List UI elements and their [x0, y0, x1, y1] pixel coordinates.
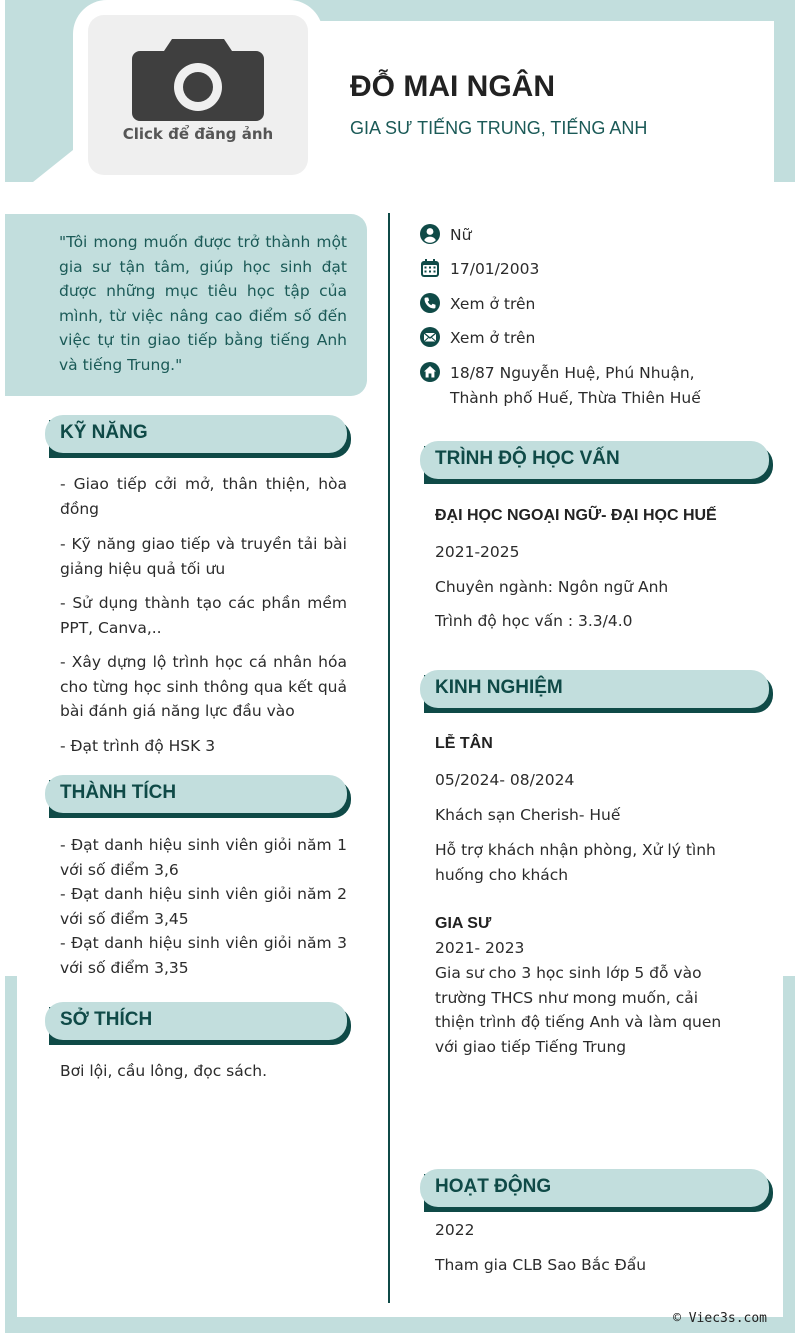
candidate-name: ĐỖ MAI NGÂN: [350, 70, 555, 103]
info-phone: [420, 292, 535, 317]
skill-item: - Kỹ năng giao tiếp và truyền tải bài giảng hiệu quả tối ưu: [60, 535, 347, 578]
section-achievements-heading: [45, 775, 347, 813]
photo-caption: Click để đăng ảnh: [122, 125, 274, 143]
gender-value: Nữ: [450, 226, 472, 244]
section-education-heading: [420, 441, 769, 479]
home-icon: [420, 362, 440, 382]
job-description: Gia sư cho 3 học sinh lớp 5 đỗ vào trường THCS như mong muốn, cải thiện trình độ tiếng Anh và làm quen với giao tiếp Tiếng Trung: [435, 964, 722, 1056]
header-fold: [33, 150, 73, 182]
job-title: LỄ TÂN: [435, 735, 493, 752]
birthday-value: 17/01/2003: [450, 260, 540, 278]
job-period: 05/2024- 08/2024: [435, 771, 575, 789]
school-name: ĐẠI HỌC NGOẠI NGỮ- ĐẠI HỌC HUẾ: [435, 507, 717, 524]
info-birthday: [420, 257, 539, 282]
skill-item: - Đạt trình độ HSK 3: [60, 737, 216, 755]
heading-label: KỸ NĂNG: [60, 422, 148, 443]
heading-label: THÀNH TÍCH: [60, 782, 177, 803]
address-line: Thành phố Huế, Thừa Thiên Huế: [450, 388, 701, 407]
address-value: [450, 361, 701, 410]
activity-text: Tham gia CLB Sao Bắc Đẩu: [435, 1256, 647, 1274]
copyright: © Viec3s.com: [673, 1311, 767, 1326]
info-gender: [420, 223, 471, 248]
user-icon: [420, 224, 440, 244]
achievement-item: - Đạt danh hiệu sinh viên giỏi năm 2 với số điểm 3,45: [60, 885, 347, 928]
heading-label: SỞ THÍCH: [60, 1009, 153, 1030]
education-period: 2021-2025: [435, 543, 520, 561]
email-value: Xem ở trên: [450, 329, 536, 347]
heading-label: KINH NGHIỆM: [435, 677, 563, 698]
column-divider: [388, 213, 390, 1303]
phone-icon: [420, 293, 440, 313]
skill-item: - Giao tiếp cởi mở, thân thiện, hòa đồng: [60, 475, 347, 518]
job-company: Khách sạn Cherish- Huế: [435, 806, 621, 824]
job-title: GIA SƯ: [435, 915, 492, 932]
career-objective-text: "Tôi mong muốn được trở thành một gia sư tận tâm, giúp học sinh đạt được những mục tiêu học tập của mình, từ việc nâng cao điểm số đến việc tự tin giao tiếp bằng tiếng Anh và tiếng Trung.": [59, 233, 347, 374]
section-activities-heading: [420, 1169, 769, 1207]
mail-icon: [420, 327, 440, 347]
skill-item: - Xây dựng lộ trình học cá nhân hóa cho từng học sinh thông qua kết quả bài đánh giá năng lực đầu vào: [60, 653, 347, 720]
heading-label: TRÌNH ĐỘ HỌC VẤN: [435, 448, 620, 469]
heading-label: HOẠT ĐỘNG: [435, 1176, 552, 1197]
job-title: GIA SƯ TIẾNG TRUNG, TIẾNG ANH: [350, 118, 648, 138]
career-objective: [5, 214, 367, 396]
camera-icon: [132, 39, 264, 121]
section-skills-heading: [45, 415, 347, 453]
upload-photo-button[interactable]: [88, 15, 308, 175]
skill-item: - Sử dụng thành tạo các phần mềm PPT, Canva,..: [60, 594, 347, 637]
activity-year: 2022: [435, 1221, 475, 1239]
job-description: Hỗ trợ khách nhận phòng, Xử lý tình huống cho khách: [435, 841, 716, 884]
education-gpa: Trình độ học vấn : 3.3/4.0: [435, 612, 633, 630]
section-hobbies-heading: [45, 1002, 347, 1040]
phone-value: Xem ở trên: [450, 295, 536, 313]
info-address: [420, 361, 701, 410]
achievement-item: - Đạt danh hiệu sinh viên giỏi năm 3 với số điểm 3,35: [60, 934, 347, 977]
education-major: Chuyên ngành: Ngôn ngữ Anh: [435, 578, 669, 596]
calendar-icon: [420, 258, 440, 278]
hobbies-text: Bơi lội, cầu lông, đọc sách.: [60, 1062, 267, 1080]
info-email: [420, 326, 535, 351]
address-line: 18/87 Nguyễn Huệ, Phú Nhuận,: [450, 364, 695, 382]
achievement-item: - Đạt danh hiệu sinh viên giỏi năm 1 với số điểm 3,6: [60, 836, 347, 879]
job-period: 2021- 2023: [435, 939, 525, 957]
section-experience-heading: [420, 670, 769, 708]
